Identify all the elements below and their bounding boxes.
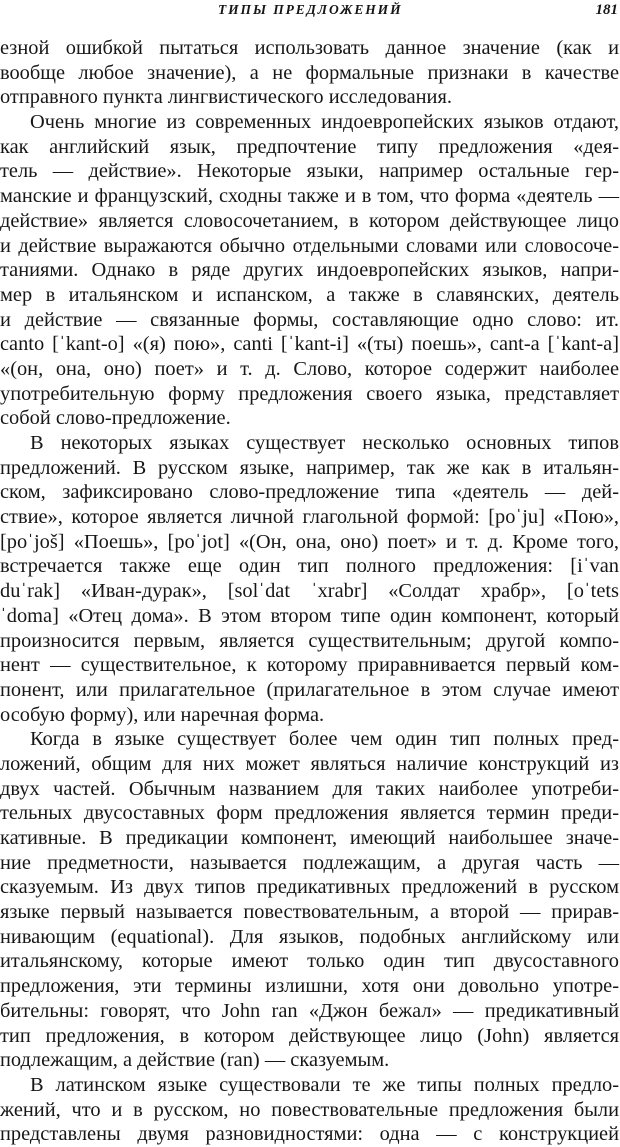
text-line: произносится первым, является существительным; другой компо-: [0, 629, 619, 652]
text-line: ложений, общим для них может являться наличие конструкций из: [0, 752, 619, 775]
body-text: [0, 36, 619, 1147]
text-line: нент — существительное, к которому приравнивается первый ком-: [0, 654, 619, 677]
paragraph: [0, 110, 619, 431]
text-line: «(он, она, оно) поет» и т. д. Слово, которое содержит наиболее: [0, 357, 619, 380]
text-line: ние предметности, называется подлежащим, а другая часть —: [0, 851, 619, 874]
text-line: подлежащим, а действие (ran) — сказуемым.: [0, 1049, 390, 1072]
text-line: тель — действие». Некоторые языки, например остальные гер-: [0, 160, 619, 183]
page-number: 181: [595, 2, 618, 18]
text-line: В некоторых языках существует несколько основных типов: [30, 432, 619, 454]
text-line: и действие — связанные формы, составляющие одно слово: ит.: [0, 308, 619, 331]
text-line: отправного пункта лингвистического исследования.: [0, 86, 452, 109]
text-line: встречается также еще один тип полного предложения: [iˈvan: [0, 555, 619, 578]
text-line: предложений. В русском языке, например, так же как в итальян-: [0, 456, 619, 479]
paragraph: [0, 431, 619, 727]
text-line: как английский язык, предпочтение типу предложения «дея-: [0, 135, 619, 158]
paragraph: [0, 727, 619, 1073]
text-line: предложения, эти термины излишни, хотя они довольно употре-: [0, 975, 619, 998]
text-line: действие» является словосочетанием, в котором действующее лицо: [0, 209, 619, 232]
text-line: особую форму), или наречная форма.: [0, 703, 325, 726]
text-line: ском, зафиксировано слово-предложение типа «деятель — дей-: [0, 481, 619, 504]
text-line: тельных двусоставных форм предложения является термин преди-: [0, 802, 619, 825]
text-line: понент, или прилагательное (прилагательное в этом случае имеют: [0, 678, 619, 701]
text-line: [poˈjoš] «Поешь», [poˈjot] «(Он, она, оно) поет» и т. д. Кроме того,: [0, 530, 619, 553]
text-line: жений, что и в русском, но повествовательные предложения были: [0, 1098, 619, 1121]
text-line: ствие», которое является личной глагольной формой: [poˈju] «Пою»,: [0, 506, 619, 529]
text-line: кативные. В предикации компонент, имеющий наибольшее значе-: [0, 827, 619, 849]
text-line: бительны: говорят, что John ran «Джон бежал» — предикативный: [0, 999, 619, 1022]
text-line: езной ошибкой пытаться использовать данное значение (как и: [0, 37, 619, 59]
paragraph: [0, 36, 619, 110]
running-head: [0, 2, 620, 24]
text-line: мер в итальянском и испанском, а также в славянских, деятель: [0, 283, 619, 306]
text-line: итальянскому, которые имеют только один тип двусоставного: [0, 950, 619, 973]
text-line: собой слово-предложение.: [0, 407, 231, 430]
text-line: Очень многие из современных индоевропейских языков отдают,: [30, 111, 619, 134]
text-line: нивающим (equational). Для языков, подобных английскому или: [0, 925, 619, 948]
running-title: ТИПЫ ПРЕДЛОЖЕНИЙ: [218, 2, 403, 17]
text-line: представлены двумя разновидностями: одна — с конструкцией: [0, 1123, 619, 1146]
text-line: ˈdoma] «Отец дома». В этом втором типе один компонент, который: [0, 604, 619, 627]
paragraph: [0, 1073, 619, 1147]
text-line: манские и французский, сходны также и в том, что форма «деятель —: [0, 185, 619, 208]
text-line: употребительную форму предложения своего языка, представляет: [0, 382, 619, 405]
text-line: и действие выражаются обычно отдельными словами или словосоче-: [0, 234, 619, 257]
text-line: Когда в языке существует более чем один тип полных пред-: [30, 728, 619, 751]
text-line: duˈrak] «Иван-дурак», [solˈdat ˈxrabr] «Солдат храбр», [oˈtets: [0, 580, 619, 603]
text-line: двух частей. Обычным названием для таких наиболее употреби-: [0, 777, 619, 800]
text-line: canto [ˈkant-o] «(я) пою», canti [ˈkant-i] «(ты) поешь», cant-a [ˈkant-a]: [0, 333, 619, 356]
text-line: тип предложения, в котором действующее лицо (John) является: [0, 1024, 619, 1047]
text-line: В латинском языке существовали те же типы полных предло-: [30, 1073, 619, 1096]
text-line: языке первый называется повествовательным, а второй — прирав-: [0, 901, 619, 924]
text-line: вообще любое значение), а не формальные признаки в качестве: [0, 61, 619, 84]
text-line: таниями. Однако в ряде других индоевропейских языков, напри-: [0, 259, 619, 282]
text-line: сказуемым. Из двух типов предикативных предложений в русском: [0, 876, 619, 899]
